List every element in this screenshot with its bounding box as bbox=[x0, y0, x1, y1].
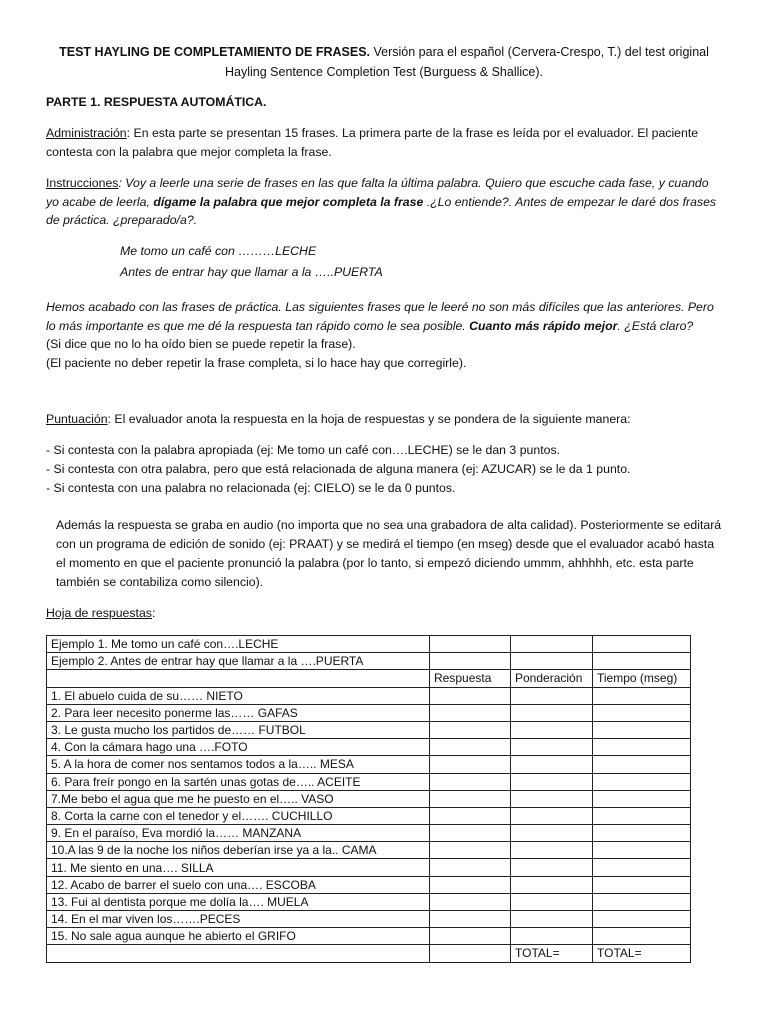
example-1-cell: Ejemplo 1. Me tomo un café con….LECHE bbox=[47, 636, 430, 653]
document-title bbox=[40, 42, 728, 82]
administration-label: Administración bbox=[46, 126, 127, 140]
item-sentence-cell: 6. Para freír pongo en la sartén unas gotas de….. ACEITE bbox=[47, 773, 430, 790]
answer-table bbox=[46, 635, 691, 963]
total-tiempo-cell: TOTAL= bbox=[593, 945, 691, 962]
administration-paragraph bbox=[46, 124, 722, 161]
tiempo-cell[interactable] bbox=[593, 807, 691, 824]
item-sentence-cell: 11. Me siento en una…. SILLA bbox=[47, 859, 430, 876]
table-row bbox=[47, 687, 691, 704]
scoring-label: Puntuación bbox=[46, 412, 108, 426]
scoring-bullets bbox=[46, 441, 630, 498]
item-sentence-cell: 1. El abuelo cuida de su…… NIETO bbox=[47, 687, 430, 704]
tiempo-cell[interactable] bbox=[593, 859, 691, 876]
respuesta-cell[interactable] bbox=[430, 773, 511, 790]
practice-done-paragraph bbox=[46, 298, 722, 372]
scoring-bullet: - Si contesta con la palabra apropiada (ej: Me tomo un café con….LECHE) se le dan 3 puntos. bbox=[46, 443, 561, 457]
empty-cell bbox=[47, 670, 430, 687]
ponderacion-cell[interactable] bbox=[511, 928, 593, 945]
ponderacion-cell[interactable] bbox=[511, 687, 593, 704]
instructions-text1: : Voy a leerle una serie de frases en las que falta la última palabra. Quiero que escuche cada fase, y cuando yo acabe de leerla, bbox=[46, 176, 709, 209]
respuesta-cell[interactable] bbox=[430, 721, 511, 738]
table-row bbox=[47, 721, 691, 738]
totals-row bbox=[47, 945, 691, 962]
administration-text: : En esta parte se presentan 15 frases. La primera parte de la frase es leída por el evaluador. El paciente contesta con la palabra que mejor completa la frase. bbox=[46, 126, 699, 159]
item-sentence-cell: 12. Acabo de barrer el suelo con una…. ESCOBA bbox=[47, 876, 430, 893]
table-header-row bbox=[47, 670, 691, 687]
table-row-example-1 bbox=[47, 636, 691, 653]
respuesta-cell[interactable] bbox=[430, 859, 511, 876]
tiempo-cell[interactable] bbox=[593, 704, 691, 721]
item-sentence-cell: 8. Corta la carne con el tenedor y el……. CUCHILLO bbox=[47, 807, 430, 824]
table-row bbox=[47, 756, 691, 773]
answer-sheet-heading bbox=[46, 604, 722, 623]
scoring-bullet: - Si contesta con otra palabra, pero que está relacionada de alguna manera (ej: AZUCAR) se le da 1 punto. bbox=[46, 462, 631, 476]
table-row bbox=[47, 825, 691, 842]
answer-sheet-label: Hoja de respuestas bbox=[46, 606, 152, 620]
practice-note-2: (El paciente no deber repetir la frase completa, si lo hace hay que corregirle). bbox=[46, 355, 467, 370]
title-bold: TEST HAYLING DE COMPLETAMIENTO DE FRASES. bbox=[59, 45, 371, 59]
practice-done-bold: Cuanto más rápido mejor bbox=[469, 318, 618, 333]
table-row bbox=[47, 739, 691, 756]
part-heading: PARTE 1. RESPUESTA AUTOMÁTICA. bbox=[46, 95, 267, 109]
tiempo-cell[interactable] bbox=[593, 687, 691, 704]
tiempo-cell[interactable] bbox=[593, 928, 691, 945]
item-sentence-cell: 7.Me bebo el agua que me he puesto en el….. VASO bbox=[47, 790, 430, 807]
title-line2: Hayling Sentence Completion Test (Burguess & Shallice). bbox=[225, 65, 543, 79]
respuesta-cell[interactable] bbox=[430, 756, 511, 773]
tiempo-cell[interactable] bbox=[593, 721, 691, 738]
instructions-paragraph bbox=[46, 174, 722, 230]
instructions-bold: dígame la palabra que mejor completa la frase bbox=[153, 194, 424, 209]
answer-sheet-colon: : bbox=[151, 606, 156, 620]
scoring-paragraph bbox=[46, 410, 722, 429]
item-sentence-cell: 4. Con la cámara hago una ….FOTO bbox=[47, 739, 430, 756]
practice-example-1: Me tomo un café con ………LECHE bbox=[120, 244, 317, 258]
ponderacion-cell[interactable] bbox=[511, 893, 593, 910]
table-row bbox=[47, 790, 691, 807]
tiempo-cell[interactable] bbox=[593, 893, 691, 910]
respuesta-cell[interactable] bbox=[430, 687, 511, 704]
respuesta-cell[interactable] bbox=[430, 876, 511, 893]
practice-note-1: (Si dice que no lo ha oído bien se puede repetir la frase). bbox=[46, 337, 356, 352]
tiempo-cell[interactable] bbox=[593, 773, 691, 790]
practice-done-text2: . ¿Está claro? bbox=[617, 318, 694, 333]
respuesta-cell[interactable] bbox=[430, 842, 511, 859]
table-row bbox=[47, 893, 691, 910]
practice-example-2: Antes de entrar hay que llamar a la …..PUERTA bbox=[120, 265, 383, 279]
respuesta-cell[interactable] bbox=[430, 704, 511, 721]
table-row bbox=[47, 928, 691, 945]
practice-done-text1: Hemos acabado con las frases de práctica. Las siguientes frases que le leeré no son más difíciles que las anteriores. Pero lo más importante es que me dé la respuesta tan rápido como le sea posible. bbox=[46, 300, 714, 333]
item-sentence-cell: 9. En el paraíso, Eva mordió la…… MANZANA bbox=[47, 825, 430, 842]
respuesta-cell[interactable] bbox=[430, 790, 511, 807]
table-row bbox=[47, 842, 691, 859]
title-rest: Versión para el español (Cervera-Crespo, T.) del test original bbox=[370, 45, 709, 59]
empty-cell[interactable] bbox=[430, 636, 511, 653]
ponderacion-cell[interactable] bbox=[511, 756, 593, 773]
respuesta-cell[interactable] bbox=[430, 739, 511, 756]
item-sentence-cell: 3. Le gusta mucho los partidos de…… FUTBOL bbox=[47, 721, 430, 738]
instructions-label: Instrucciones bbox=[46, 176, 119, 190]
ponderacion-cell[interactable] bbox=[511, 876, 593, 893]
respuesta-cell[interactable] bbox=[430, 928, 511, 945]
tiempo-cell[interactable] bbox=[593, 756, 691, 773]
table-row bbox=[47, 807, 691, 824]
empty-cell[interactable] bbox=[511, 636, 593, 653]
empty-cell[interactable] bbox=[593, 653, 691, 670]
header-tiempo: Tiempo (mseg) bbox=[593, 670, 691, 687]
table-row bbox=[47, 876, 691, 893]
empty-cell bbox=[430, 945, 511, 962]
scoring-text: : El evaluador anota la respuesta en la hoja de respuestas y se pondera de la siguiente manera: bbox=[107, 412, 631, 426]
respuesta-cell[interactable] bbox=[430, 893, 511, 910]
respuesta-cell[interactable] bbox=[430, 911, 511, 928]
tiempo-cell[interactable] bbox=[593, 911, 691, 928]
tiempo-cell[interactable] bbox=[593, 825, 691, 842]
respuesta-cell[interactable] bbox=[430, 807, 511, 824]
example-2-cell: Ejemplo 2. Antes de entrar hay que llamar a la ….PUERTA bbox=[47, 653, 430, 670]
item-sentence-cell: 14. En el mar viven los…….PECES bbox=[47, 911, 430, 928]
ponderacion-cell[interactable] bbox=[511, 807, 593, 824]
instructions-text2: .¿Lo entiende?. Antes de empezar le daré dos frases de práctica. ¿preparado/a?. bbox=[46, 194, 717, 228]
table-row bbox=[47, 704, 691, 721]
scoring-bullet: - Si contesta con una palabra no relacionada (ej: CIELO) se le da 0 puntos. bbox=[46, 481, 456, 495]
item-sentence-cell: 5. A la hora de comer nos sentamos todos a la….. MESA bbox=[47, 756, 430, 773]
table-row bbox=[47, 773, 691, 790]
practice-examples bbox=[120, 241, 383, 283]
tiempo-cell[interactable] bbox=[593, 739, 691, 756]
table-row-example-2 bbox=[47, 653, 691, 670]
ponderacion-cell[interactable] bbox=[511, 842, 593, 859]
audio-note-paragraph: Además la respuesta se graba en audio (no importa que no sea una grabadora de alta calidad). Posteriormente se editará con un programa de edición de sonido (ej: PRAAT) y se medirá el tiempo (en mseg) desde que el evaluador acabó hasta el momento en que el paciente pronunció la palabra (por lo tanto, si empezó diciendo ummm, ahhhhh, etc. esta parte también se contabiliza como silencio). bbox=[56, 518, 722, 589]
table-row bbox=[47, 911, 691, 928]
tiempo-cell[interactable] bbox=[593, 842, 691, 859]
item-sentence-cell: 2. Para leer necesito ponerme las…… GAFAS bbox=[47, 704, 430, 721]
empty-cell bbox=[47, 945, 430, 962]
header-ponderacion: Ponderación bbox=[511, 670, 593, 687]
ponderacion-cell[interactable] bbox=[511, 790, 593, 807]
tiempo-cell[interactable] bbox=[593, 790, 691, 807]
ponderacion-cell[interactable] bbox=[511, 739, 593, 756]
item-sentence-cell: 15. No sale agua aunque he abierto el GRIFO bbox=[47, 928, 430, 945]
header-respuesta: Respuesta bbox=[430, 670, 511, 687]
empty-cell[interactable] bbox=[511, 653, 593, 670]
item-sentence-cell: 10.A las 9 de la noche los niños deberían irse ya a la.. CAMA bbox=[47, 842, 430, 859]
item-sentence-cell: 13. Fui al dentista porque me dolía la…. MUELA bbox=[47, 893, 430, 910]
table-row bbox=[47, 859, 691, 876]
ponderacion-cell[interactable] bbox=[511, 911, 593, 928]
empty-cell[interactable] bbox=[593, 636, 691, 653]
ponderacion-cell[interactable] bbox=[511, 859, 593, 876]
empty-cell[interactable] bbox=[430, 653, 511, 670]
respuesta-cell[interactable] bbox=[430, 825, 511, 842]
ponderacion-cell[interactable] bbox=[511, 721, 593, 738]
total-ponderacion-cell: TOTAL= bbox=[511, 945, 593, 962]
ponderacion-cell[interactable] bbox=[511, 704, 593, 721]
ponderacion-cell[interactable] bbox=[511, 825, 593, 842]
tiempo-cell[interactable] bbox=[593, 876, 691, 893]
ponderacion-cell[interactable] bbox=[511, 773, 593, 790]
